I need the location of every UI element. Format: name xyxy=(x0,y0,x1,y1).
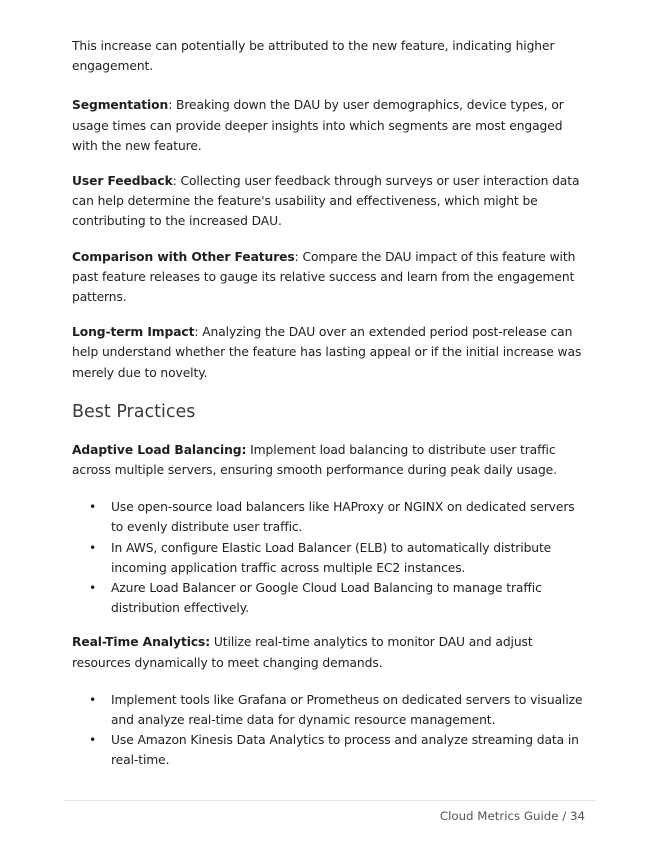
intro-paragraph: This increase can potentially be attributed to the new feature, indicating higher engagement. xyxy=(72,39,555,74)
list-item xyxy=(72,690,588,730)
practice-adaptive-load-balancing xyxy=(72,440,588,480)
term-description: Implement load balancing to distribute user traffic across multiple servers, ensuring smooth performance during peak daily usage. xyxy=(72,442,557,478)
term-description: : Compare the DAU impact of this feature with past feature releases to gauge its relative success and learn from the engagement patterns. xyxy=(72,249,576,305)
list-item-text: In AWS, configure Elastic Load Balancer (ELB) to automatically distribute incoming application traffic across multiple EC2 instances. xyxy=(111,540,552,575)
list-item-text: Implement tools like Grafana or Prometheus on dedicated servers to visualize and analyze real-time data for dynamic resource management. xyxy=(111,692,583,728)
bullet-icon: • xyxy=(89,500,97,515)
bullet-icon: • xyxy=(89,581,97,596)
bullet-icon: • xyxy=(89,692,97,707)
list-item xyxy=(72,730,588,770)
page-footer: Cloud Metrics Guide / 34 xyxy=(439,809,585,823)
term-description: : Analyzing the DAU over an extended period post-release can help understand whether the feature has lasting appeal or if the initial increase was merely due to novelty. xyxy=(72,325,582,380)
term-label: Adaptive Load Balancing: xyxy=(72,442,247,457)
list-item xyxy=(72,538,588,578)
footer-divider xyxy=(64,800,596,801)
list-item xyxy=(72,497,588,537)
term-description: : Collecting user feedback through surveys or user interaction data can help determine the feature's usability and effectiveness, which might be contributing to the increased DAU. xyxy=(72,174,580,229)
term-label: Comparison with Other Features xyxy=(72,249,295,264)
real-time-analytics-list xyxy=(72,690,588,771)
bullet-icon: • xyxy=(89,540,97,555)
term-description: Utilize real-time analytics to monitor DAU and adjust resources dynamically to meet changing demands. xyxy=(72,635,533,670)
page-content xyxy=(72,36,588,785)
term-label: Real-Time Analytics: xyxy=(72,635,211,650)
practice-real-time-analytics xyxy=(72,632,588,672)
list-item-text: Azure Load Balancer or Google Cloud Load Balancing to manage traffic distribution effectively. xyxy=(111,581,542,616)
term-label: Segmentation xyxy=(72,98,169,113)
bullet-icon: • xyxy=(89,733,97,748)
term-description: : Breaking down the DAU by user demographics, device types, or usage times can provide deeper insights into which segments are most engaged with the new feature. xyxy=(72,98,564,153)
list-item-text: Use Amazon Kinesis Data Analytics to process and analyze streaming data in real-time. xyxy=(111,733,579,768)
term-label: User Feedback xyxy=(72,174,173,189)
analysis-segmentation xyxy=(72,95,588,156)
analysis-comparison xyxy=(72,247,588,308)
analysis-user-feedback xyxy=(72,171,588,232)
list-item xyxy=(72,578,588,618)
load-balancing-list xyxy=(72,497,588,618)
list-item-text: Use open-source load balancers like HAProxy or NGINX on dedicated servers to evenly distribute user traffic. xyxy=(111,500,575,535)
analysis-long-term-impact xyxy=(72,322,588,383)
term-label: Long-term Impact xyxy=(72,325,195,340)
section-heading-best-practices: Best Practices xyxy=(72,401,196,422)
